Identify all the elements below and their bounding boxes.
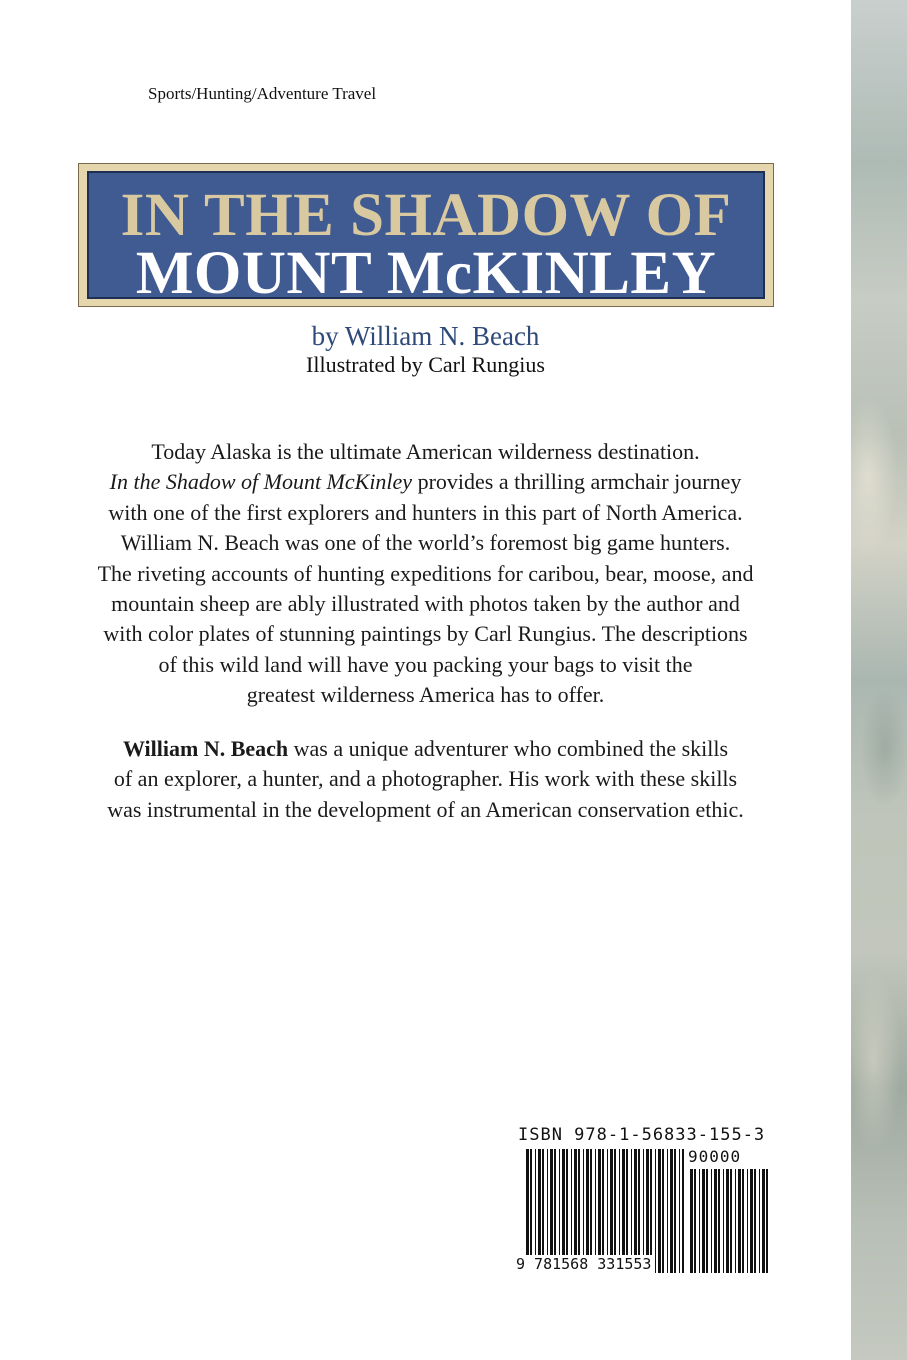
barcode-bar bbox=[766, 1169, 768, 1273]
blurb-line: greatest wilderness America has to offer. bbox=[246, 682, 605, 708]
blurb-line-rest: provides a thrilling armchair journey bbox=[412, 469, 742, 495]
barcode-bar bbox=[679, 1149, 680, 1273]
author-bio bbox=[40, 734, 811, 825]
title-line-2: MOUNT McKINLEY bbox=[135, 240, 717, 307]
description-blurb bbox=[40, 437, 811, 711]
barcode-bar bbox=[699, 1169, 700, 1273]
barcode-bar bbox=[714, 1169, 717, 1273]
isbn-text: ISBN 978-1-56833-155-3 bbox=[518, 1125, 766, 1145]
bio-line: was instrumental in the development of an American conservation ethic. bbox=[107, 796, 744, 822]
blurb-line: mountain sheep are ably illustrated with photos taken by the author and bbox=[111, 591, 740, 617]
author-name-bold: William N. Beach bbox=[122, 736, 289, 761]
barcode-bar bbox=[667, 1149, 668, 1273]
barcode-bar bbox=[738, 1169, 741, 1273]
category-label: Sports/Hunting/Adventure Travel bbox=[148, 84, 377, 103]
barcode-bar bbox=[670, 1149, 673, 1273]
bio-line: of an explorer, a hunter, and a photographer. His work with these skills bbox=[113, 766, 738, 792]
blurb-line: The riveting accounts of hunting expeditions for caribou, bear, moose, and bbox=[97, 560, 754, 586]
barcode-bar bbox=[723, 1169, 724, 1273]
barcode-bar bbox=[735, 1169, 736, 1273]
barcode-ean-digits: 9 781568 331553 bbox=[516, 1255, 652, 1273]
illustrator-credit: Illustrated by Carl Rungius bbox=[306, 352, 545, 377]
isbn-barcode bbox=[514, 1125, 772, 1277]
blurb-line: of this wild land will have you packing your bags to visit the bbox=[158, 651, 693, 677]
barcode-bar bbox=[702, 1169, 705, 1273]
blurb-line bbox=[40, 467, 811, 497]
barcode-bar bbox=[658, 1149, 661, 1273]
barcode-bar bbox=[674, 1149, 676, 1273]
barcode-bar bbox=[759, 1169, 760, 1273]
barcode-bar bbox=[754, 1169, 756, 1273]
book-title-italic: In the Shadow of Mount McKinley bbox=[109, 469, 413, 495]
barcode-bar bbox=[718, 1169, 720, 1273]
barcode-bar bbox=[706, 1169, 708, 1273]
barcode-bar bbox=[762, 1169, 765, 1273]
barcode-bar bbox=[747, 1169, 748, 1273]
barcode-bar bbox=[750, 1169, 753, 1273]
blurb-line: Today Alaska is the ultimate American wilderness destination. bbox=[151, 439, 700, 464]
barcode-bar bbox=[682, 1149, 684, 1273]
bio-line bbox=[40, 734, 811, 764]
barcode-addon-digits: 90000 bbox=[688, 1147, 742, 1166]
author-byline: by William N. Beach bbox=[311, 321, 540, 351]
barcode-bar bbox=[655, 1149, 656, 1273]
barcode-bar bbox=[726, 1169, 729, 1273]
barcode-bar bbox=[711, 1169, 712, 1273]
blurb-line: with color plates of stunning paintings by Carl Rungius. The descriptions bbox=[103, 621, 748, 647]
bio-line-rest: was a unique adventurer who combined the skills bbox=[288, 736, 729, 761]
barcode-bar bbox=[742, 1169, 744, 1273]
barcode-bar bbox=[694, 1169, 696, 1273]
barcode-bar bbox=[730, 1169, 732, 1273]
barcode-bar bbox=[690, 1169, 693, 1273]
blurb-line: with one of the first explorers and hunters in this part of North America. bbox=[108, 499, 743, 525]
cover-painting-edge bbox=[851, 0, 907, 1360]
blurb-line: William N. Beach was one of the world’s foremost big game hunters. bbox=[120, 530, 731, 556]
title-frame bbox=[78, 163, 774, 307]
title-line-1: IN THE SHADOW OF bbox=[120, 182, 732, 249]
title-panel bbox=[87, 171, 765, 307]
barcode-bar bbox=[662, 1149, 664, 1273]
